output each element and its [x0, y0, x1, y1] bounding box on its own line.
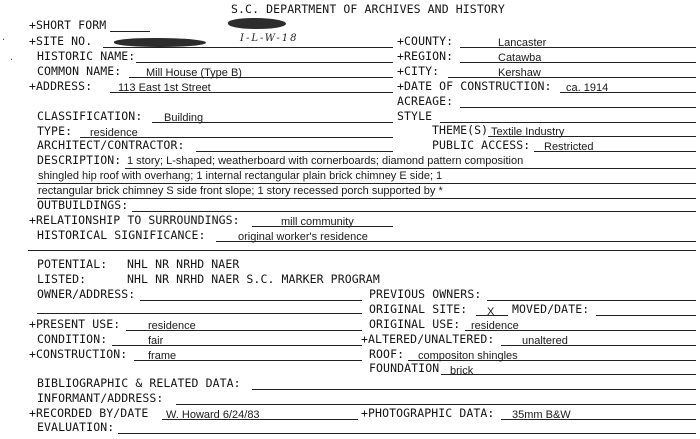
- address-label: +ADDRESS:: [29, 79, 93, 93]
- description-line-2: shingled hip roof with overhang; 1 internal rectangular plain brick chimney E side; 1: [38, 170, 443, 182]
- historic-name-label: HISTORIC NAME:: [37, 49, 136, 63]
- owner-address-label: OWNER/ADDRESS:: [37, 287, 136, 301]
- bibliographic-label: BIBLIOGRAPHIC & RELATED DATA:: [37, 376, 241, 390]
- owner-address-line-2: [37, 313, 362, 314]
- site-no-label: +SITE NO.: [29, 34, 93, 48]
- original-site-label: ORIGINAL SITE:: [369, 302, 468, 316]
- redaction-mark: [228, 18, 286, 29]
- original-site-value: X: [487, 306, 495, 318]
- city-line: [448, 77, 696, 78]
- foundation-value: brick: [450, 365, 474, 377]
- common-name-value: Mill House (Type B): [146, 67, 242, 79]
- region-line: [460, 62, 696, 63]
- present-use-value: residence: [148, 320, 196, 332]
- theme-label: THEME(S): [432, 123, 489, 137]
- photographic-value: 35mm B&W: [512, 409, 571, 421]
- address-value: 113 East 1st Street: [118, 82, 211, 94]
- construction-label: +CONSTRUCTION:: [29, 347, 128, 361]
- moved-date-label: MOVED/DATE:: [512, 302, 590, 316]
- owner-address-line: [140, 300, 362, 301]
- site-no-redaction: [114, 38, 206, 47]
- recorded-by-value: W. Howard 6/24/83: [166, 409, 260, 421]
- description-underline-3: [37, 198, 696, 199]
- acreage-label: ACREAGE:: [397, 94, 454, 108]
- foundation-line: [441, 374, 696, 375]
- outbuildings-line: [132, 211, 696, 212]
- potential-label: POTENTIAL:: [37, 257, 108, 271]
- section-divider: [28, 250, 696, 251]
- public-access-label: PUBLIC ACCESS:: [432, 138, 531, 152]
- outbuildings-label: OUTBUILDINGS:: [37, 198, 129, 212]
- classification-value: Building: [164, 112, 204, 124]
- listed-designations: NHL NR NRHD NAER S.C. MARKER PROGRAM: [127, 272, 380, 286]
- region-label: +REGION:: [397, 49, 454, 63]
- previous-owners-line: [487, 300, 696, 301]
- roof-label: ROOF:: [369, 347, 405, 361]
- site-no-handwritten: I-L-W-18: [240, 33, 299, 44]
- significance-value: original worker's residence: [238, 231, 368, 243]
- altered-value: unaltered: [522, 335, 568, 347]
- historic-name-line: [136, 62, 393, 63]
- description-line-1: 1 story; L-shaped; weatherboard with cornerboards; diamond pattern composition: [127, 155, 524, 167]
- recorded-by-label: +RECORDED BY/DATE: [29, 406, 149, 420]
- description-underline-1: [125, 168, 696, 169]
- style-label: STYLE: [397, 109, 433, 123]
- margin-mark: ·: [2, 35, 6, 46]
- region-value: Catawba: [498, 52, 542, 64]
- listed-label: LISTED:: [37, 272, 87, 286]
- classification-label: CLASSIFICATION:: [37, 109, 143, 123]
- potential-designations: NHL NR NRHD NAER: [127, 257, 240, 271]
- common-name-label: COMMON NAME:: [37, 64, 122, 78]
- architect-label: ARCHITECT/CONTRACTOR:: [37, 138, 185, 152]
- roof-value: compositon shingles: [418, 350, 518, 362]
- description-line-3: rectangular brick chimney S side front slope; 1 story recessed porch supported by *: [38, 185, 443, 197]
- original-use-label: ORIGINAL USE:: [369, 317, 461, 331]
- evaluation-label: EVALUATION:: [37, 420, 115, 434]
- city-value: Kershaw: [498, 67, 541, 79]
- architect-line: [196, 151, 393, 152]
- county-value: Lancaster: [498, 37, 547, 49]
- short-form-line: [110, 31, 150, 32]
- moved-date-line: [596, 315, 696, 316]
- short-form-label: +SHORT FORM: [29, 18, 107, 32]
- description-label: DESCRIPTION:: [37, 153, 122, 167]
- present-use-label: +PRESENT USE:: [29, 317, 121, 331]
- date-of-construction-value: ca. 1914: [566, 82, 609, 94]
- bibliographic-line: [252, 389, 696, 390]
- construction-value: frame: [148, 350, 177, 362]
- date-of-construction-label: +DATE OF CONSTRUCTION:: [397, 79, 552, 93]
- condition-label: CONDITION:: [37, 332, 108, 346]
- department-title: S.C. DEPARTMENT OF ARCHIVES AND HISTORY: [231, 2, 505, 16]
- site-no-line: [103, 47, 393, 48]
- informant-label: INFORMANT/ADDRESS:: [37, 391, 164, 405]
- foundation-label: FOUNDATION: [369, 361, 440, 375]
- description-underline-2: [37, 183, 696, 184]
- county-line: [460, 47, 696, 48]
- significance-label: HISTORICAL SIGNIFICANCE:: [37, 228, 206, 242]
- public-access-value: Restricted: [544, 141, 594, 153]
- county-label: +COUNTY:: [397, 34, 454, 48]
- relationship-label: +RELATIONSHIP TO SURROUNDINGS:: [29, 213, 240, 227]
- previous-owners-label: PREVIOUS OWNERS:: [369, 287, 482, 301]
- evaluation-line: [118, 433, 696, 434]
- theme-value: Textile Industry: [491, 126, 565, 138]
- acreage-line: [460, 107, 696, 108]
- type-value: residence: [90, 127, 138, 139]
- altered-label: +ALTERED/UNALTERED:: [361, 332, 495, 346]
- relationship-value: mill community: [281, 216, 354, 228]
- original-use-value: residence: [471, 320, 519, 332]
- condition-value: fair: [148, 335, 164, 347]
- photographic-label: +PHOTOGRAPHIC DATA:: [361, 406, 495, 420]
- margin-mark: ·: [10, 55, 14, 66]
- type-label: TYPE:: [37, 124, 73, 138]
- city-label: +CITY:: [397, 64, 440, 78]
- informant-line: [176, 404, 696, 405]
